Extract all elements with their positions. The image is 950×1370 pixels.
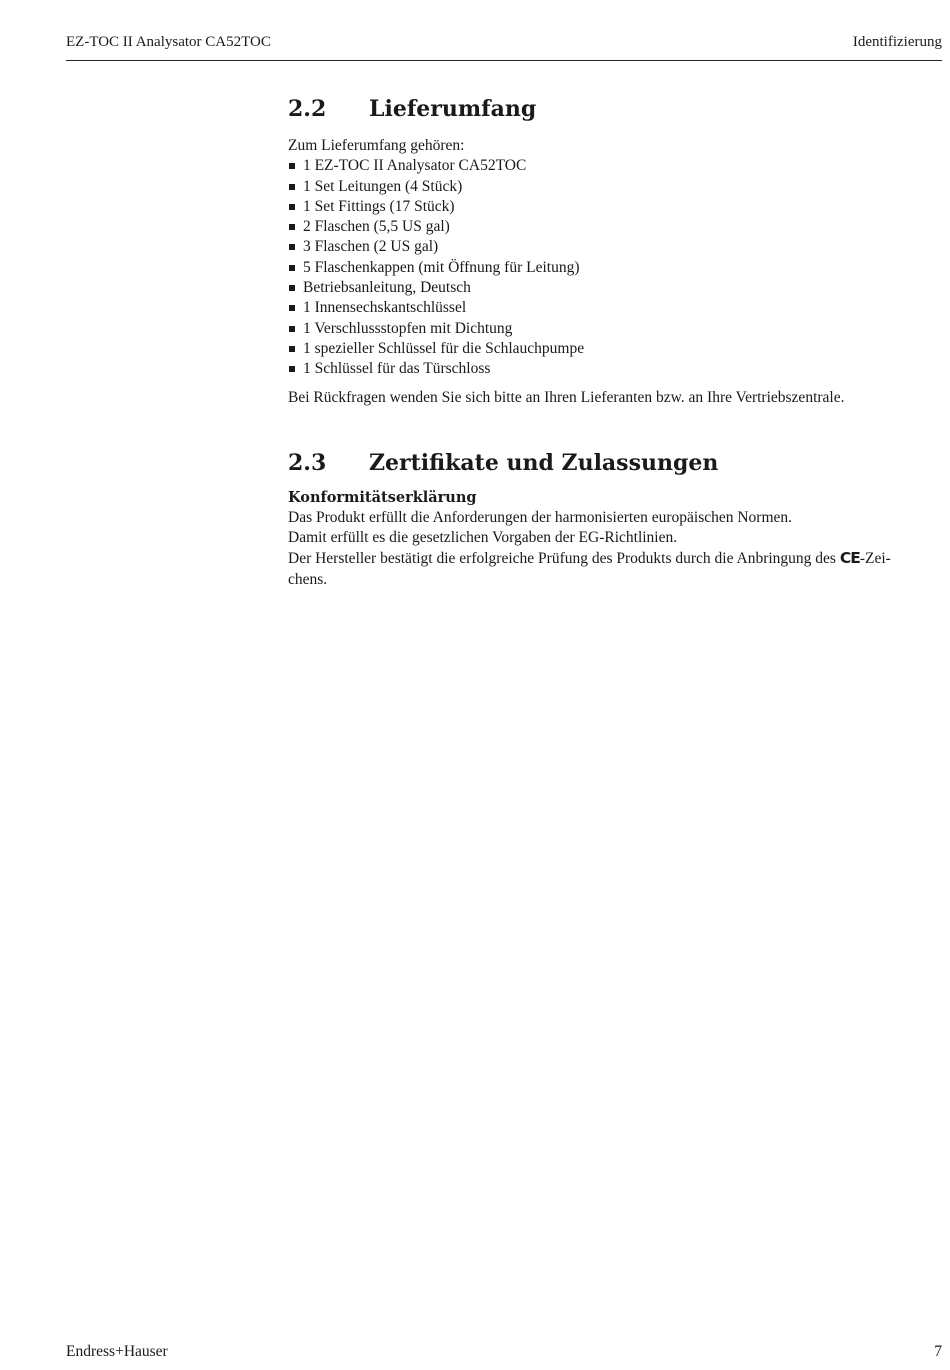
square-bullet-icon (289, 305, 295, 311)
list-item-text: 1 spezieller Schlüssel für die Schlauchpumpe (303, 339, 585, 357)
list-item-text: 3 Flaschen (2 US gal) (303, 238, 439, 256)
list-item (288, 278, 942, 298)
conformity-line-3-text: Der Hersteller bestätigt die erfolgreiche Prüfung des Produkts durch die Anbringung des (288, 550, 840, 568)
list-item-text: 2 Flaschen (5,5 US gal) (303, 218, 450, 236)
square-bullet-icon (289, 244, 295, 250)
list-item (288, 319, 942, 339)
main-content (288, 94, 942, 590)
list-item (288, 359, 942, 379)
square-bullet-icon (289, 326, 295, 332)
list-item (288, 339, 942, 359)
conformity-line-3-suffix: -Zei- (859, 550, 891, 568)
list-item-text: 1 EZ-TOC II Analysator CA52TOC (303, 157, 527, 175)
header-chapter-title: Identifizierung (852, 34, 942, 50)
supply-closing-note: Bei Rückfragen wenden Sie sich bitte an Ihren Lieferanten bzw. an Ihre Vertriebszentrale. (288, 388, 845, 406)
conformity-line-2: Damit erfüllt es die gesetzlichen Vorgaben der EG-Richtlinien. (288, 529, 678, 547)
list-item (288, 217, 942, 237)
conformity-line-1: Das Produkt erfüllt die Anforderungen der harmonisierten europäischen Normen. (288, 508, 793, 526)
list-item (288, 258, 942, 278)
footer-page-number: 7 (934, 1343, 942, 1360)
square-bullet-icon (289, 346, 295, 352)
square-bullet-icon (289, 265, 295, 271)
conformity-line-3 (288, 548, 942, 569)
square-bullet-icon (289, 285, 295, 291)
section-title: Lieferumfang (369, 96, 537, 122)
square-bullet-icon (289, 366, 295, 372)
page-header (66, 32, 942, 61)
list-item (288, 237, 942, 257)
square-bullet-icon (289, 163, 295, 169)
conformity-subheading: Konformitätserklärung (288, 488, 477, 506)
section-lieferumfang (288, 94, 942, 408)
footer-company: Endress+Hauser (66, 1343, 168, 1360)
section-zertifikate (288, 448, 942, 590)
list-item-text: 1 Set Leitungen (4 Stück) (303, 177, 463, 195)
list-item (288, 298, 942, 318)
conformity-line-4: chens. (288, 570, 328, 588)
header-document-title: EZ-TOC II Analysator CA52TOC (66, 34, 271, 50)
ce-mark-icon: CE (839, 549, 860, 568)
list-item (288, 197, 942, 217)
section-title: Zertifikate und Zulassungen (369, 449, 719, 476)
list-item (288, 156, 942, 176)
list-item-text: 1 Verschlussstopfen mit Dichtung (303, 319, 513, 337)
list-item-text: Betriebsanleitung, Deutsch (303, 279, 471, 297)
list-item-text: 1 Schlüssel für das Türschloss (303, 360, 491, 378)
supply-list (288, 156, 942, 379)
square-bullet-icon (289, 224, 295, 230)
section-heading-2-2 (288, 94, 942, 124)
square-bullet-icon (289, 204, 295, 210)
supply-intro: Zum Lieferumfang gehören: (288, 137, 465, 154)
list-item-text: 5 Flaschenkappen (mit Öffnung für Leitung) (303, 258, 580, 276)
square-bullet-icon (289, 184, 295, 190)
section-number: 2.3 (288, 449, 327, 476)
section-number: 2.2 (288, 96, 327, 122)
list-item-text: 1 Innensechskantschlüssel (303, 299, 467, 317)
list-item (288, 177, 942, 197)
section-heading-2-3 (288, 448, 942, 478)
list-item-text: 1 Set Fittings (17 Stück) (303, 197, 455, 215)
